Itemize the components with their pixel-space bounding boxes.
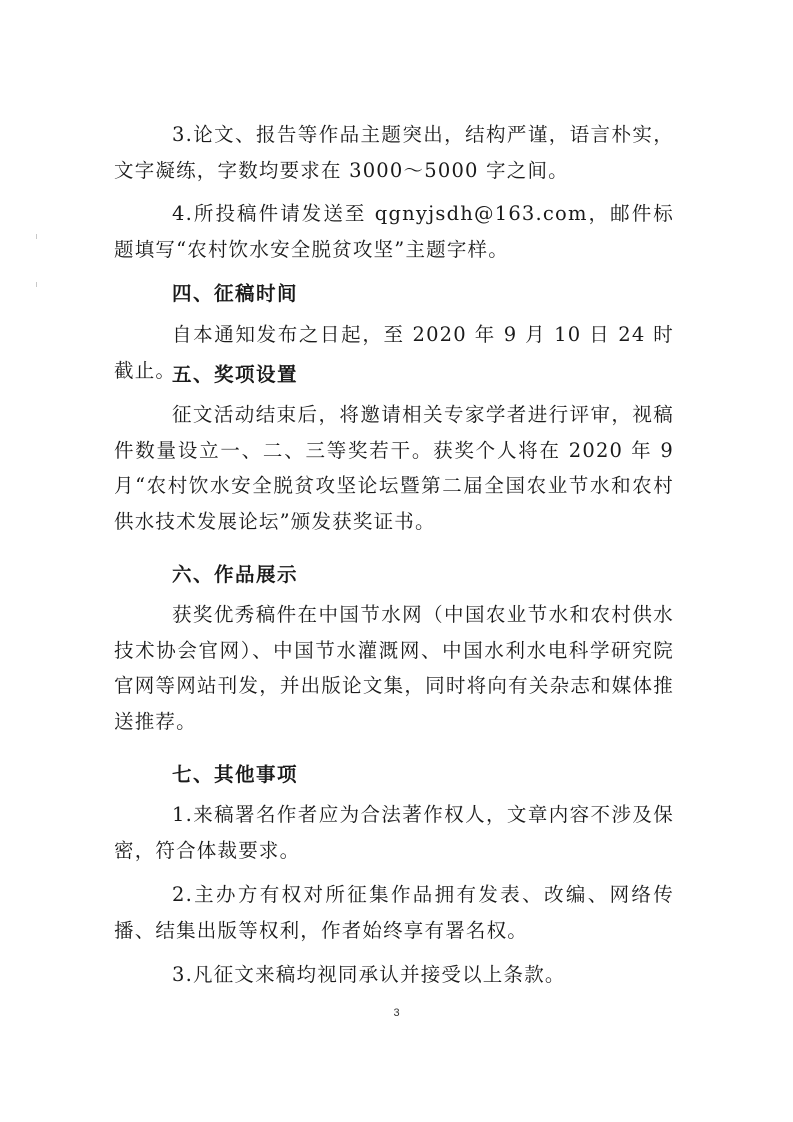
paragraph-copyright: 1.来稿署名作者应为合法著作权人，文章内容不涉及保密，符合体裁要求。 [114,803,674,862]
paragraph-submission-email: 4.所投稿件请发送至 qgnyjsdh@163.com，邮件标题填写“农村饮水安全脱贫攻坚”主题字样。 [114,202,674,261]
heading-exhibition: 六、作品展示 [172,563,299,586]
scan-mark [36,234,40,239]
heading-submission-period: 四、征稿时间 [172,282,299,305]
paragraph-essay-requirements: 3.论文、报告等作品主题突出，结构严谨，语言朴实，文字凝练，字数均要求在 3000～5000 字之间。 [114,123,674,182]
heading-awards: 五、奖项设置 [172,363,299,386]
paragraph-rights: 2.主办方有权对所征集作品拥有发表、改编、网络传播、结集出版等权利，作者始终享有署名权。 [114,883,674,942]
paragraph-acceptance: 3.凡征文来稿均视同承认并接受以上条款。 [172,963,566,986]
paragraph-deadline: 自本通知发布之日起，至 2020 年 9 月 10 日 24 时截止。 [114,323,674,382]
paragraph-awards: 征文活动结束后，将邀请相关专家学者进行评审，视稿件数量设立一、二、三等奖若干。获奖个人将在 2020 年 9 月“农村饮水安全脱贫攻坚论坛暨第二届全国农业节水和农村供水技术发展论坛”颁发获奖证书。 [114,403,674,533]
heading-other-matters: 七、其他事项 [172,763,299,786]
scan-mark [36,282,40,287]
paragraph-exhibition: 获奖优秀稿件在中国节水网（中国农业节水和农村供水技术协会官网）、中国节水灌溉网、中国水利水电科学研究院官网等网站刊发，并出版论文集，同时将向有关杂志和媒体推送推荐。 [114,603,674,733]
page-number: 3 [393,1007,400,1019]
